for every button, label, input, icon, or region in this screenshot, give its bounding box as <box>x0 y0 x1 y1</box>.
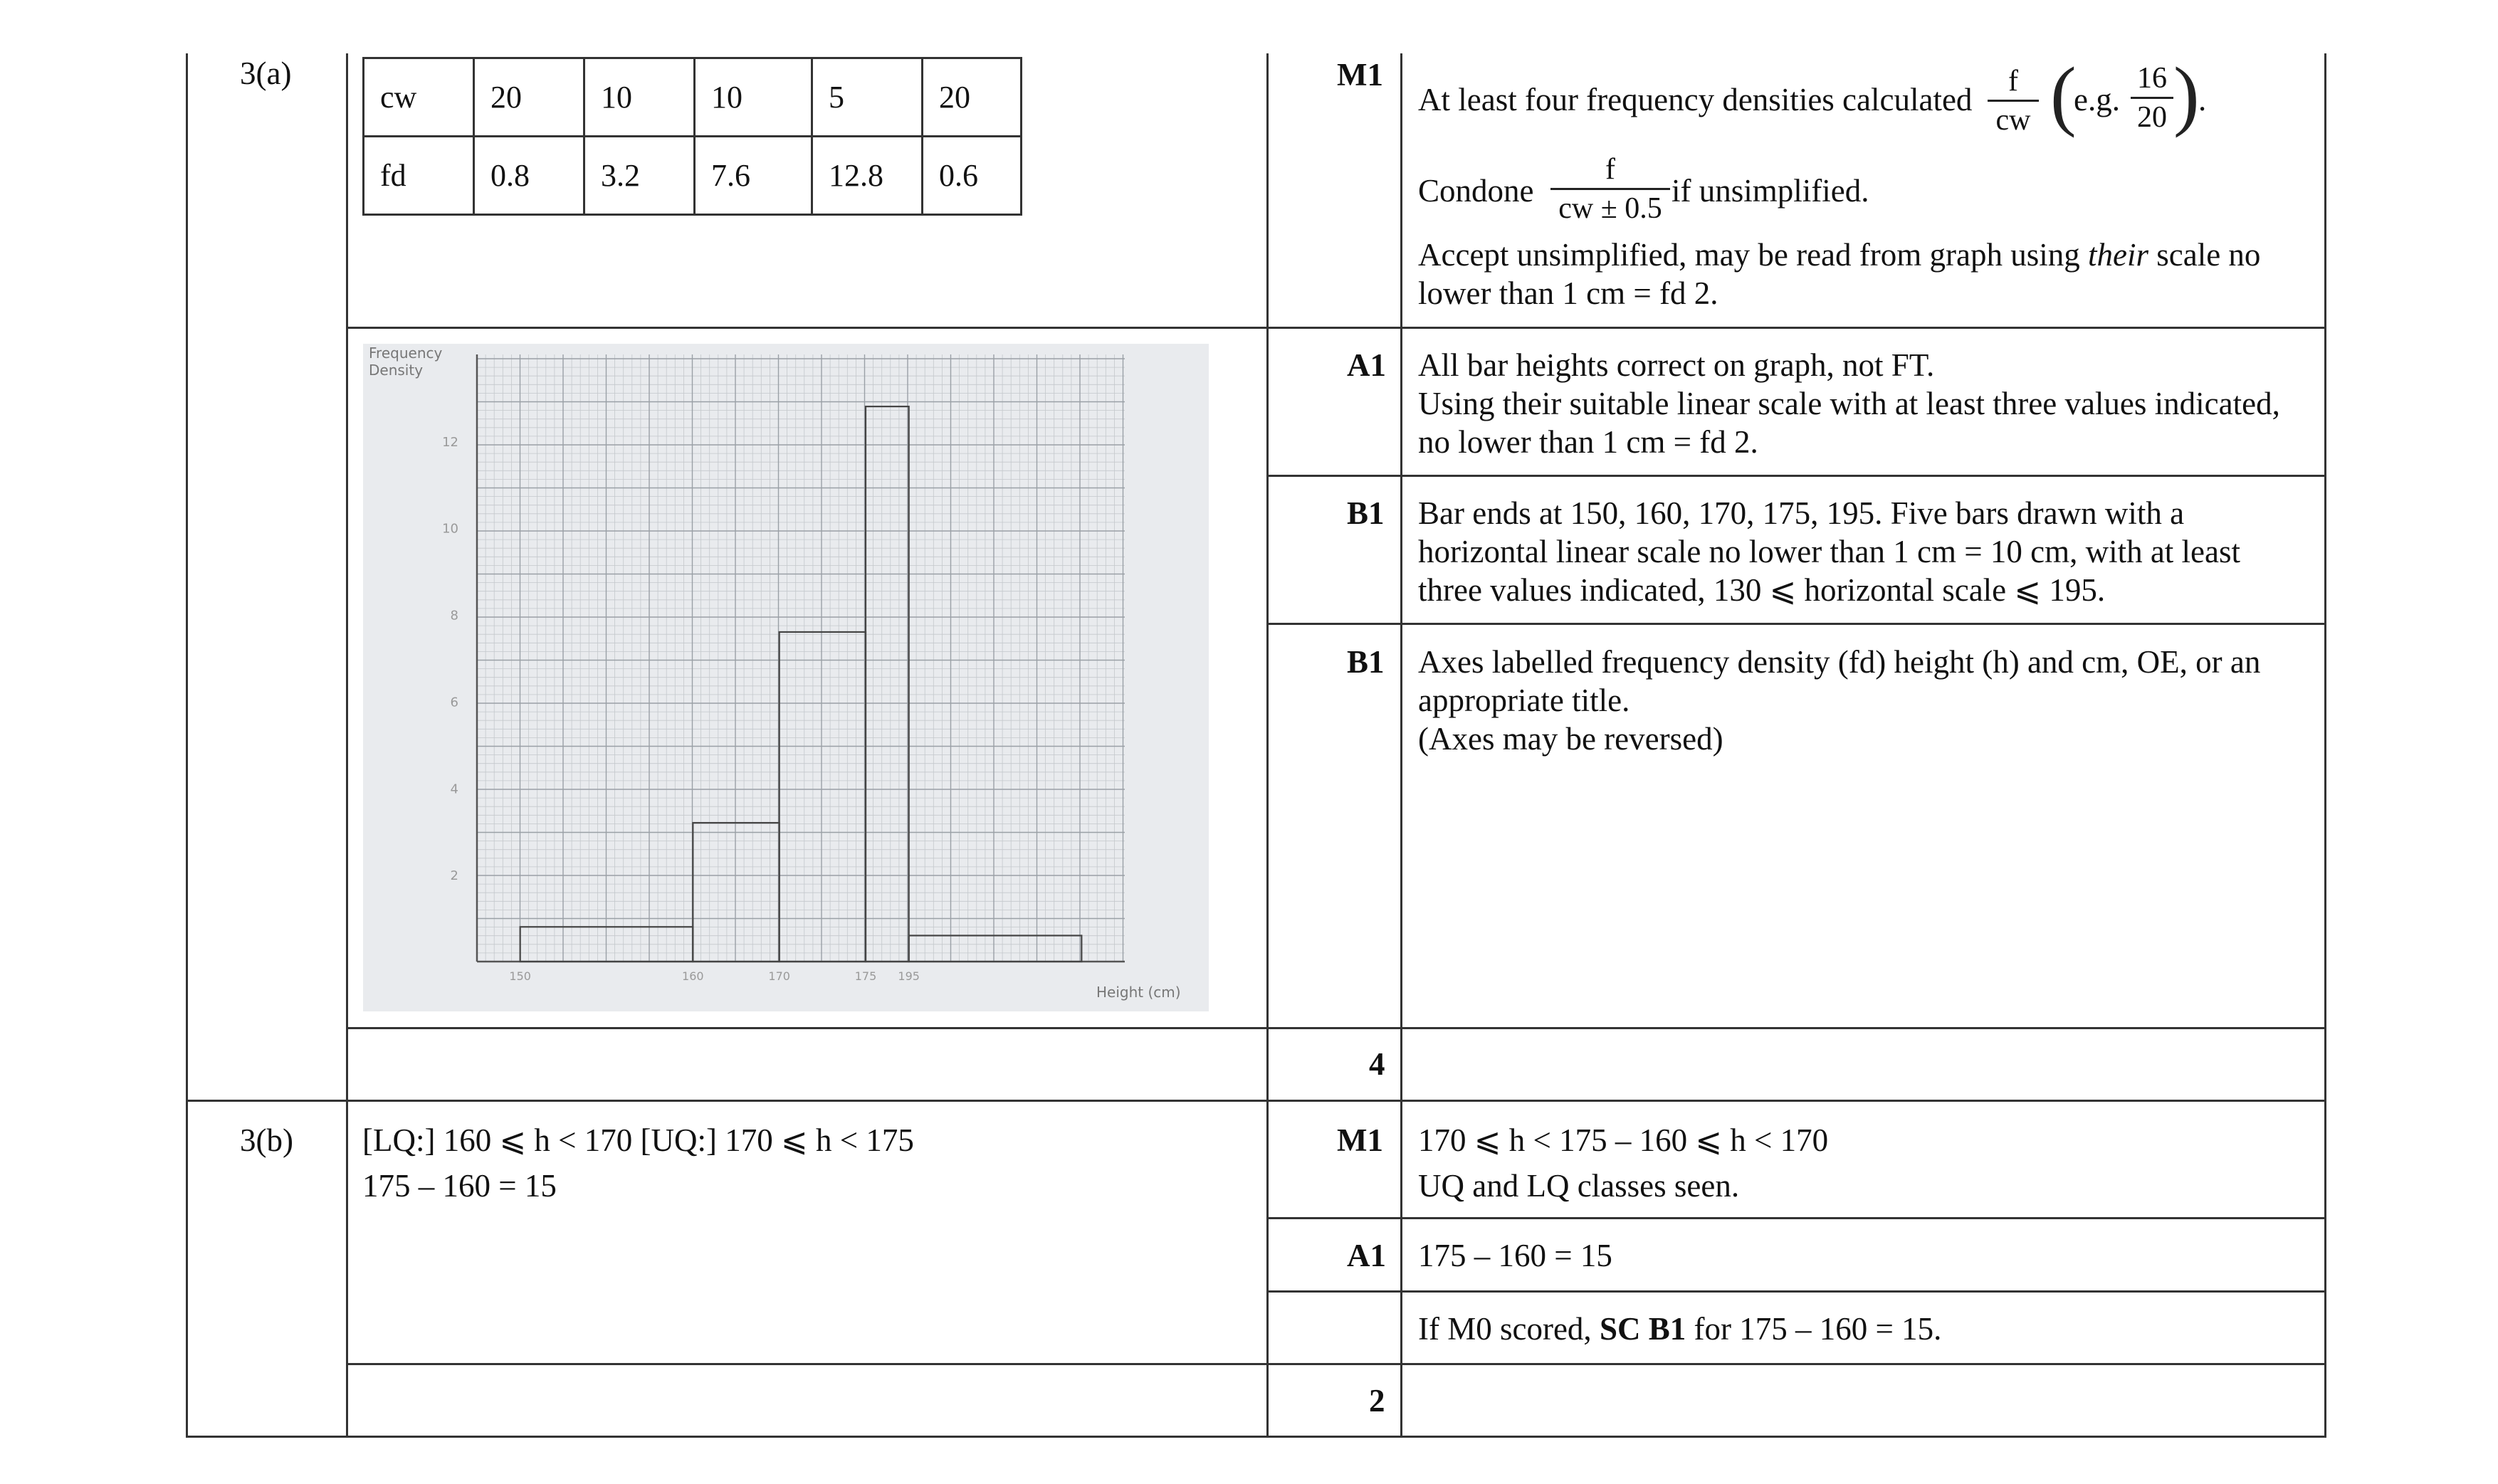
y-axis-label-line1: Frequency <box>369 344 443 362</box>
histogram-bar <box>909 935 1082 962</box>
table-cell: 7.6 <box>695 137 812 215</box>
guidance-3b-m1-line2: UQ and LQ classes seen. <box>1418 1168 1740 1204</box>
table-cell: 20 <box>474 58 584 137</box>
table-cell: fd <box>364 137 474 215</box>
x-tick-label: 195 <box>898 969 920 983</box>
histogram-bar <box>866 406 909 962</box>
x-tick-label: 170 <box>768 969 790 983</box>
mark-code-a1: A1 <box>1347 347 1386 383</box>
question-label-3b: 3(b) <box>240 1122 293 1158</box>
table-cell: cw <box>364 58 474 137</box>
y-axis-label-line2: Density <box>369 362 424 379</box>
guidance-a1-line1: All bar heights correct on graph, not FT. <box>1418 347 1935 383</box>
open-paren: ( <box>2050 51 2077 138</box>
guidance-a1-line3: no lower than 1 cm = fd 2. <box>1418 424 1758 460</box>
table-cell: 3.2 <box>584 137 695 215</box>
guidance-m1-period: . <box>2198 82 2207 117</box>
y-tick-label: 4 <box>450 782 458 797</box>
fraction-f-over-cw-pm: f cw ± 0.5 <box>1550 152 1670 226</box>
x-tick-label: 175 <box>854 969 877 983</box>
y-tick-label: 10 <box>442 521 458 537</box>
total-marks-3b: 2 <box>1369 1383 1385 1419</box>
table-cell: 0.8 <box>474 137 584 215</box>
histogram-bar <box>780 632 866 962</box>
table-row <box>364 137 1022 215</box>
y-tick-label: 2 <box>450 868 458 884</box>
table-cell: 5 <box>812 58 923 137</box>
guidance-b1-axes-line1: Axes labelled frequency density (fd) height (h) and cm, OE, or an <box>1418 644 2261 680</box>
guidance-b1-axes-line3: (Axes may be reversed) <box>1418 721 1723 757</box>
mark-code-m1: M1 <box>1337 1122 1383 1158</box>
guidance-m1-condone-tail: if unsimplified. <box>1672 173 1869 209</box>
table-cell: 10 <box>584 58 695 137</box>
histogram-chart <box>363 344 1209 1011</box>
guidance-a1-line2: Using their suitable linear scale with at least three values indicated, <box>1418 386 2280 421</box>
histogram-image <box>363 344 1209 1011</box>
question-label-3a: 3(a) <box>240 56 292 91</box>
guidance-m1-eg: e.g. <box>2074 82 2120 117</box>
guidance-m1-condone: Condone <box>1418 173 1534 209</box>
guidance-3b-special-case: If M0 scored, SC B1 for 175 – 160 = 15. <box>1418 1311 1942 1347</box>
guidance-b1-line2: horizontal linear scale no lower than 1 cm = 10 cm, with at least <box>1418 534 2241 569</box>
mark-code-b1: B1 <box>1347 495 1385 531</box>
table-cell: 0.6 <box>923 137 1022 215</box>
total-marks-3a: 4 <box>1369 1046 1385 1082</box>
y-tick-label: 12 <box>442 434 458 450</box>
x-axis-label: Height (cm) <box>1096 984 1181 1001</box>
table-cell: 20 <box>923 58 1022 137</box>
guidance-b1-line3: three values indicated, 130 ⩽ horizontal scale ⩽ 195. <box>1418 572 2106 608</box>
answer-3b-line2: 175 – 160 = 15 <box>362 1168 557 1204</box>
guidance-m1-accept-line2: lower than 1 cm = fd 2. <box>1418 275 1718 311</box>
table-cell: 12.8 <box>812 137 923 215</box>
y-tick-label: 8 <box>450 608 458 623</box>
x-tick-label: 160 <box>682 969 704 983</box>
guidance-m1-accept-line1: Accept unsimplified, may be read from graph using their scale no <box>1418 237 2261 273</box>
guidance-3b-m1-line1: 170 ⩽ h < 175 – 160 ⩽ h < 170 <box>1418 1122 1829 1158</box>
fraction-16-over-20: 16 20 <box>2131 61 2173 135</box>
guidance-b1-axes-line2: appropriate title. <box>1418 683 1630 718</box>
close-paren: ) <box>2173 51 2200 138</box>
mark-code-a1: A1 <box>1347 1238 1386 1273</box>
table-cell: 10 <box>695 58 812 137</box>
mark-code-m1: M1 <box>1337 57 1383 93</box>
guidance-b1-line1: Bar ends at 150, 160, 170, 175, 195. Five bars drawn with a <box>1418 495 2185 531</box>
mark-code-b1: B1 <box>1347 644 1385 680</box>
answer-3b-line1: [LQ:] 160 ⩽ h < 170 [UQ:] 170 ⩽ h < 175 <box>362 1122 914 1158</box>
cw-fd-table <box>362 57 1022 216</box>
guidance-3b-a1-line1: 175 – 160 = 15 <box>1418 1238 1612 1273</box>
fraction-f-over-cw: f cw <box>1988 64 2039 137</box>
guidance-m1-line1: At least four frequency densities calculated <box>1418 82 1973 117</box>
x-tick-label: 150 <box>509 969 531 983</box>
y-tick-label: 6 <box>450 695 458 710</box>
histogram-bar <box>693 823 779 962</box>
table-row <box>364 58 1022 137</box>
